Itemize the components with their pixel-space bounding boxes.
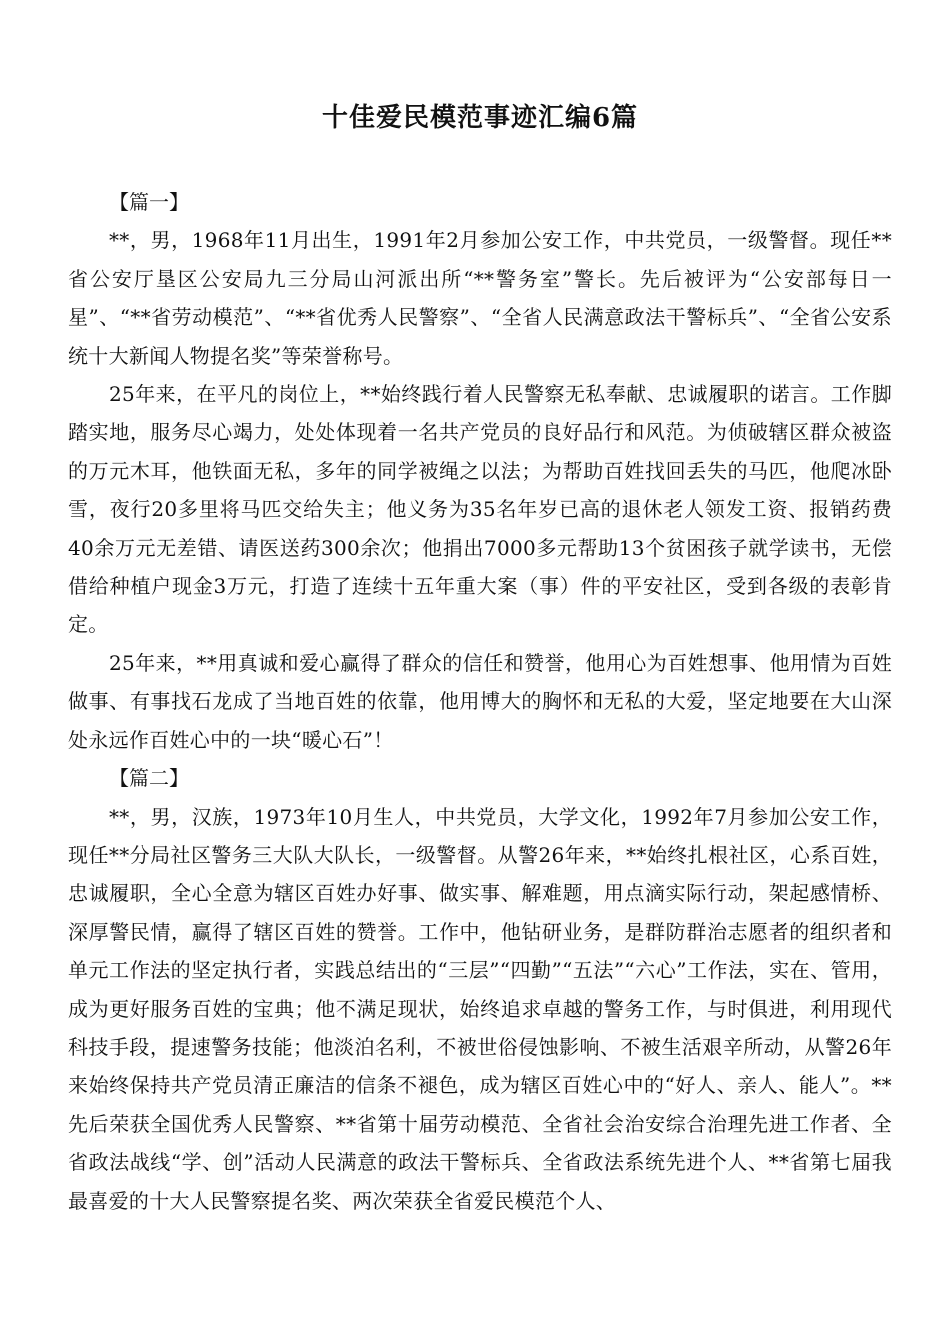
paragraph: **，男，汉族，1973年10月生人，中共党员，大学文化，1992年7月参加公安工作，现任**分局社区警务三大队大队长，一级警督。从警26年来，**始终扎根社区，心系百姓，忠诚履职，全心全意为辖区百姓办好事、做实事、解难题，用点滴实际行动，架起感情桥、深厚警民情，赢得了辖区百姓的赞誉。工作中，他钻研业务，是群防群治志愿者的组织者和单元工作法的坚定执行者，实践总结出的“三层”“四勤”“五法”“六心”工作法，实在、管用，成为更好服务百姓的宝典；他不满足现状，始终追求卓越的警务工作，与时俱进，利用现代科技手段，提速警务技能；他淡泊名利，不被世俗侵蚀影响、不被生活艰辛所动，从警26年来始终保持共产党员清正廉洁的信条不褪色，成为辖区百姓心中的“好人、亲人、能人”。**先后荣获全国优秀人民警察、**省第十届劳动模范、全省社会治安综合治理先进工作者、全省政法战线“学、创”活动人民满意的政法干警标兵、全省政法系统先进个人、**省第七届我最喜爱的十大人民警察提名奖、两次荣获全省爱民模范个人、 <box>68 804 892 1213</box>
paragraph: 25年来，**用真诚和爱心赢得了群众的信任和赞誉，他用心为百姓想事、他用情为百姓做事、有事找石龙成了当地百姓的依靠，他用博大的胸怀和无私的大爱，坚定地要在大山深处永远作百姓心中的一块“暖心石”！ <box>68 650 892 752</box>
paragraph: **，男，1968年11月出生，1991年2月参加公安工作，中共党员，一级警督。现任**省公安厅垦区公安局九三分局山河派出所“**警务室”警长。先后被评为“公安部每日一星”、“**省劳动模范”、“**省优秀人民警察”、“全省人民满意政法干警标兵”、“全省公安系统十大新闻人物提名奖”等荣誉称号。 <box>68 228 892 368</box>
document-title: 十佳爱民模范事迹汇编6篇 <box>321 103 639 133</box>
document-body <box>68 183 892 1220</box>
section-heading-2: 【篇二】 <box>109 766 189 791</box>
paragraph: 25年来，在平凡的岗位上，**始终践行着人民警察无私奉献、忠诚履职的诺言。工作脚踏实地，服务尽心竭力，处处体现着一名共产党员的良好品行和风范。为侦破辖区群众被盗的万元木耳，他铁面无私，多年的同学被绳之以法；为帮助百姓找回丢失的马匹，他爬冰卧雪，夜行20多里将马匹交给失主；他义务为35名年岁已高的退休老人领发工资、报销药费40余万元无差错、请医送药300余次；他捐出7000多元帮助13个贫困孩子就学读书，无偿借给种植户现金3万元，打造了连续十五年重大案（事）件的平安社区，受到各级的表彰肯定。 <box>68 382 892 637</box>
section-heading-1: 【篇一】 <box>109 190 189 214</box>
